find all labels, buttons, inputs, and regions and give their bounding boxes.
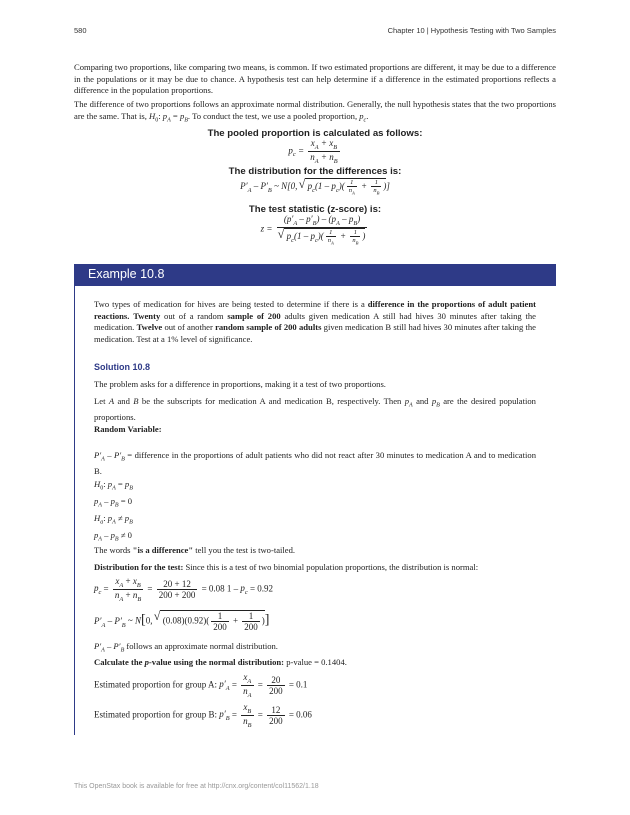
problem-segment: Twenty	[133, 310, 161, 321]
pooled-calculation: $p_c$ = $\frac{x_A + x_B}{n_A + n_B}$ = $\frac{20 + 12}{200 + 200}$ = 0.08 $1 - p_c = 0.92$	[94, 576, 274, 603]
test-stat-formula: z = $(p'_A - p'_B) - (p_A - p_B)$ √ $p_c(1 - p_c)$( $\frac{1}{n_A}$ + $\frac{1}{n_B}$ )	[74, 214, 556, 245]
solution-step-1: The problem asks for a difference in proportions, making it a test of two proportions.	[94, 379, 386, 389]
page-number: 580	[74, 26, 87, 35]
solution-step-2: Let A and B be the subscripts for medication A and medication B, respectively. Then $p_A$ and $p_B$ are the desired population proportions.	[94, 396, 536, 423]
problem-segment: Twelve	[136, 322, 163, 333]
problem-segment: random sample of 200 adults	[215, 322, 322, 333]
random-variable-label: Random Variable:	[94, 424, 162, 434]
problem-segment: Two types of medication for hives are being tested to determine if there is a	[94, 299, 368, 309]
intro-paragraph-1: Comparing two proportions, like comparing two means, is common. If two estimated proportions are different, it may be due to a difference in the populations or it may be due to chance. A hypothesis test can help determine if a difference in the estimated proportions reflects a difference in the population proportions.	[74, 62, 556, 96]
problem-segment: given medication B still had hives 30 minutes after taking the medication. Test at a 1% level of significance.	[94, 322, 536, 344]
ha-difference-line: $p_A - p_B \ne 0$	[94, 530, 132, 543]
footer-note: This OpenStax book is available for free at http://cnx.org/content/col11562/1.18	[74, 783, 319, 790]
distribution-calculation: $P'_A - P'_B$ ~ N[0, √ (0.08)(0.92)( $\frac{1}{200}$ + $\frac{1}{200}$ )]	[94, 610, 269, 632]
problem-segment: out of another	[162, 322, 216, 333]
problem-segment: difference in the proportions of adult patient reactions.	[94, 299, 536, 321]
h0-difference-line: $p_A - p_B = 0$	[94, 496, 133, 509]
pvalue-line: Calculate the p-value using the normal distribution: p-value = 0.1404.	[94, 657, 347, 667]
random-variable-definition: $P'_A - P'_B$ = difference in the proportions of adult patients who did not react after 30 minutes to medication A and to medication B.	[94, 450, 536, 477]
problem-segment: sample of 200	[227, 310, 281, 321]
test-stat-heading: The test statistic (z-score) is:	[248, 204, 382, 215]
follows-normal-note: $P'_A - P'_B$ follows an approximate normal distribution.	[94, 641, 278, 654]
example-header-bar	[74, 264, 556, 286]
pooled-formula: $p_c$ = $\frac{x_A + x_B}{n_A + n_B}$	[288, 138, 338, 165]
two-tailed-note: The words "is a difference" tell you the test is two-tailed.	[94, 545, 296, 555]
example-left-rule	[74, 286, 75, 735]
intro-paragraph-2: The difference of two proportions follows an approximate normal distribution. Generally, the null hypothesis states that the two proportions are the same. That is, $H_0$: $p_A = p_B$. To conduct the test, we use a pooled proportion, $p_c$.	[74, 99, 556, 124]
example-title: Example 10.8	[88, 267, 165, 281]
problem-segment: adults given medication A still had hives 30 minutes after taking the medication.	[94, 310, 536, 333]
distribution-heading: The distribution for the differences is:	[228, 166, 402, 177]
solution-title: Solution 10.8	[94, 362, 151, 372]
example-problem	[94, 299, 536, 345]
estimated-proportion-a: Estimated proportion for group A: $p'_A$ = $\frac{x_A}{n_A}$ = $\frac{20}{200}$ = 0.1	[94, 672, 308, 699]
estimated-proportion-b: Estimated proportion for group B: $p'_B$ = $\frac{x_B}{n_B}$ = $\frac{12}{200}$ = 0.06	[94, 702, 312, 729]
problem-segment: out of a random	[160, 310, 228, 321]
h0-line: $H_0$: $p_A = p_B$	[94, 479, 133, 492]
pooled-heading: The pooled proportion is calculated as follows:	[207, 128, 423, 139]
distribution-for-test: Distribution for the test: Since this is a test of two binomial population proportions, the distribution is normal:	[94, 562, 479, 572]
ha-line: $H_a$: $p_A \ne p_B$	[94, 513, 133, 526]
distribution-formula: $P'_A - P'_B$ ~ N[0, √ $p_c(1 - p_c)$( $\frac{1}{n_A}$ + $\frac{1}{n_B}$ )]	[74, 178, 556, 195]
chapter-header: Chapter 10 | Hypothesis Testing with Two Samples	[387, 26, 556, 35]
